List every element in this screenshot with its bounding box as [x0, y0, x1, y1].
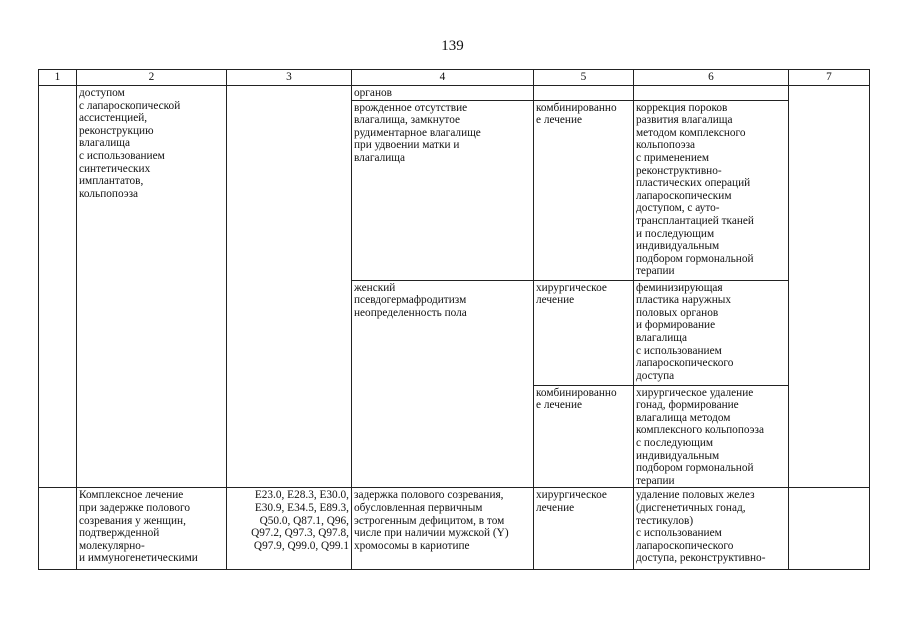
cell-method-name: Комплексное лечение при задержке полового созревания у женщин, подтвержденной молекулярно- и иммуногенетическими	[77, 488, 227, 570]
header-col-6: 6	[634, 70, 789, 86]
header-col-7: 7	[789, 70, 870, 86]
cell-treatment-method: феминизирующая пластика наружных половых органов и формирование влагалища с использованием лапароскопического доступа	[634, 280, 789, 385]
header-col-3: 3	[227, 70, 352, 86]
cell-method-name: доступом с лапароскопической ассистенцией, реконструкцию влагалища с использованием синтетических имплантатов, кольпопоэза	[77, 86, 227, 488]
header-col-1: 1	[39, 70, 77, 86]
cell-col7	[789, 488, 870, 570]
header-col-5: 5	[534, 70, 634, 86]
cell-diagnosis: врожденное отсутствие влагалища, замкнутое рудиментарное влагалище при удвоении матки и влагалища	[352, 100, 534, 280]
cell-col1	[39, 86, 77, 488]
table-row	[39, 488, 870, 570]
header-col-2: 2	[77, 70, 227, 86]
cell-treatment-method: хирургическое удаление гонад, формирование влагалища методом комплексного кольпопоэза с последующим индивидуальным подбором гормональной терапии	[634, 385, 789, 488]
cell-col7	[789, 86, 870, 488]
cell-icd-codes	[227, 86, 352, 488]
cell-diagnosis: задержка полового созревания, обусловленная первичным эстрогенным дефицитом, в том числе при наличии мужской (Y) хромосомы в кариотипе	[352, 488, 534, 570]
cell-treatment-type	[534, 86, 634, 101]
cell-treatment-method: удаление половых желез (дисгенетичных гонад, тестикулов) с использованием лапароскопического доступа, реконструктивно-	[634, 488, 789, 570]
page-bottom-margin	[0, 586, 905, 640]
header-row	[39, 70, 870, 86]
header-col-4: 4	[352, 70, 534, 86]
cell-diagnosis: органов	[352, 86, 534, 101]
table-row	[39, 86, 870, 101]
cell-icd-codes: E23.0, E28.3, E30.0, E30.9, E34.5, E89.3, Q50.0, Q87.1, Q96, Q97.2, Q97.3, Q97.8, Q97.9, Q99.0, Q99.1	[227, 488, 352, 570]
procedures-table	[38, 69, 870, 570]
cell-treatment-method: коррекция пороков развития влагалища методом комплексного кольпопоэза с применением реконструктивно- пластических операций лапароскопическим доступом, с ауто- трансплантацией тканей и последующим индивидуальным подбором гормональной терапии	[634, 100, 789, 280]
page-number: 139	[441, 38, 464, 54]
cell-diagnosis: женский псевдогермафродитизм неопределенность пола	[352, 280, 534, 488]
cell-col1	[39, 488, 77, 570]
cell-treatment-type: комбинированно е лечение	[534, 385, 634, 488]
cell-treatment-method	[634, 86, 789, 101]
cell-treatment-type: хирургическое лечение	[534, 488, 634, 570]
cell-treatment-type: комбинированно е лечение	[534, 100, 634, 280]
cell-treatment-type: хирургическое лечение	[534, 280, 634, 385]
